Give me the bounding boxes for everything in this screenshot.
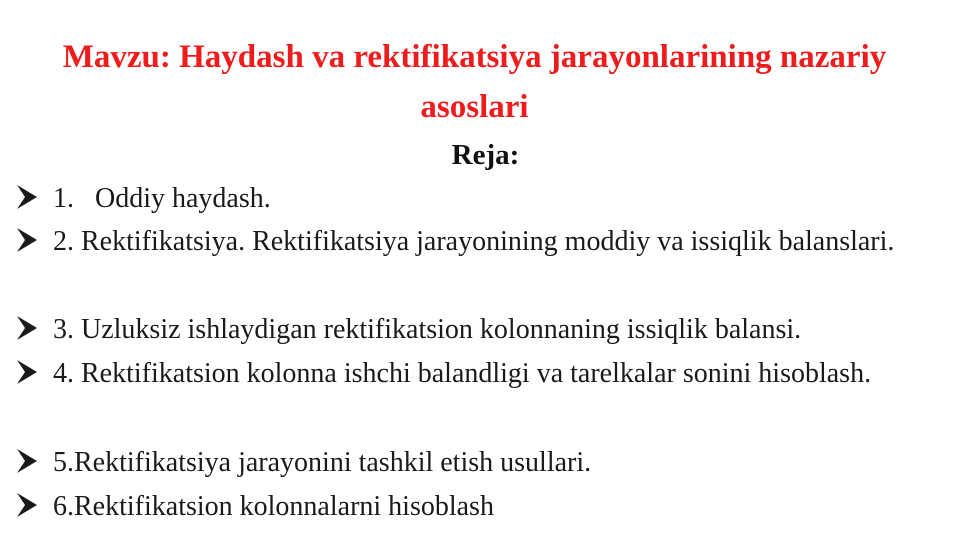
slide-title-line-2: asoslari xyxy=(420,89,529,125)
plan-item-text: 1. Oddiy haydash. xyxy=(53,183,271,214)
plan-item-text: 6.Rektifikatsion kolonnalarni hisoblash xyxy=(53,491,494,522)
plan-item-text: 3. Uzluksiz ishlaydigan rektifikatsion kolonnaning issiqlik balansi. xyxy=(53,314,802,345)
plan-item-2 xyxy=(16,220,932,263)
plan-item-6 xyxy=(16,485,932,528)
plan-item-text: 2. Rektifikatsiya. Rektifikatsiya jarayonining moddiy va issiqlik balanslari. xyxy=(53,226,895,257)
plan-item-text: 4. Rektifikatsion kolonna ishchi balandligi va tarelkalar sonini hisoblash. xyxy=(53,358,872,389)
arrowhead-bullet-icon xyxy=(16,177,42,220)
plan-item-1 xyxy=(16,177,932,220)
arrowhead-bullet-icon xyxy=(16,441,42,484)
arrowhead-bullet-icon xyxy=(16,220,42,263)
plan-item-text: 5.Rektifikatsiya jarayonini tashkil etish usullari. xyxy=(53,447,592,478)
plan-heading: Reja: xyxy=(451,139,520,171)
arrowhead-bullet-icon xyxy=(16,485,42,528)
arrowhead-bullet-icon xyxy=(16,352,42,395)
arrowhead-bullet-icon xyxy=(16,308,42,351)
plan-item-5 xyxy=(16,441,932,484)
plan-item-3 xyxy=(16,308,932,351)
slide-title-line-1: Mavzu: Haydash va rektifikatsiya jarayonlarining nazariy xyxy=(62,39,887,75)
plan-item-4 xyxy=(16,352,932,395)
